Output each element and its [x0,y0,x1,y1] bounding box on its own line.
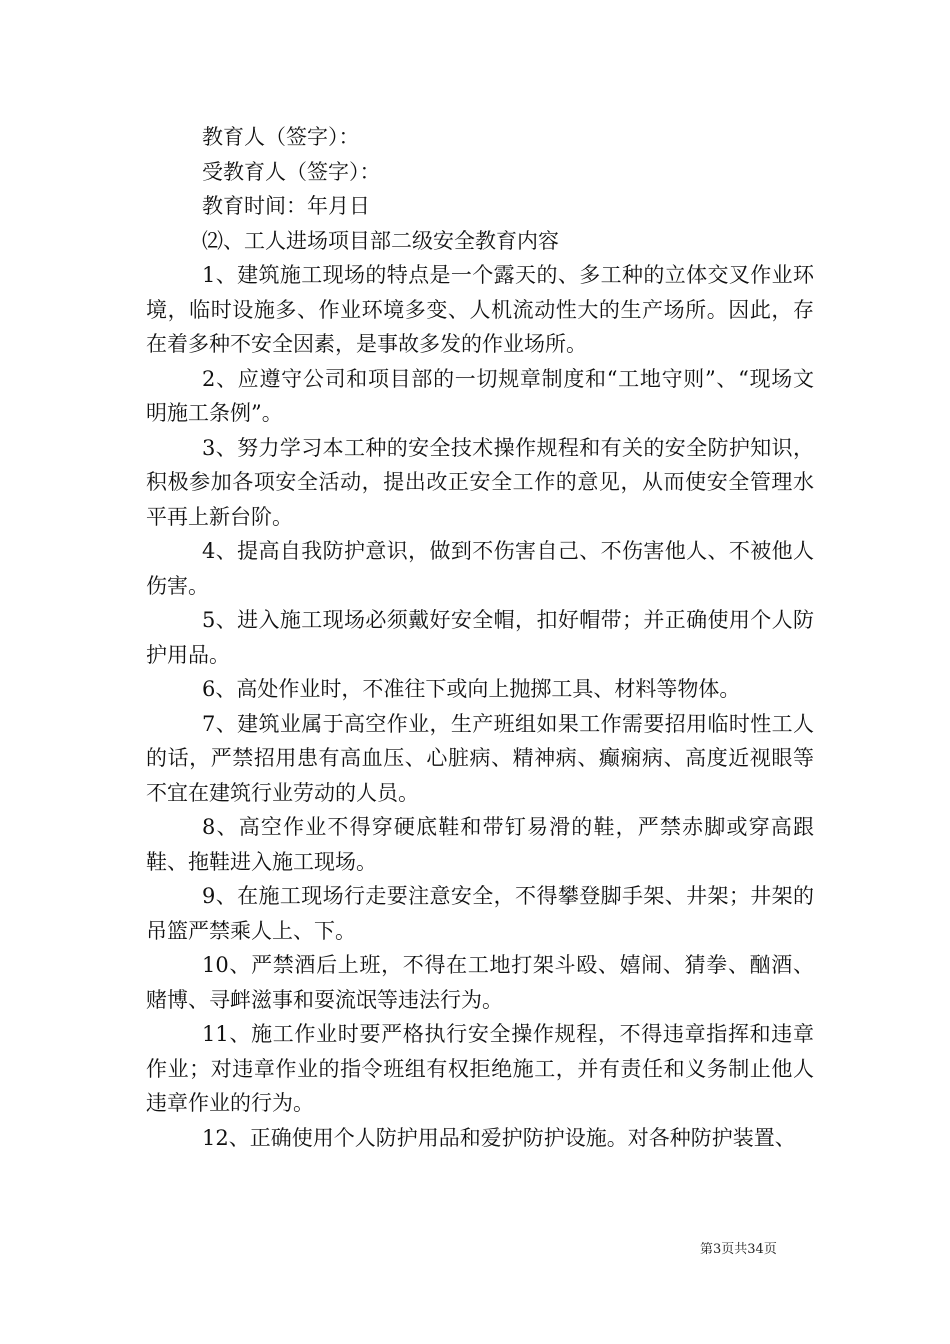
safety-item-10: 10、严禁酒后上班，不得在工地打架斗殴、嬉闹、猜拳、酗酒、赌博、寻衅滋事和耍流氓等违法行为。 [146,953,814,1012]
safety-item-4: 4、提高自我防护意识，做到不伤害自己、不伤害他人、不被他人伤害。 [146,539,814,598]
page-number: 第3页共34页 [700,1242,777,1257]
section-title: ⑵、工人进场项目部二级安全教育内容 [202,228,559,253]
safety-item-12: 12、正确使用个人防护用品和爱护防护设施。对各种防护装置、 [202,1125,796,1150]
safety-item-1: 1、建筑施工现场的特点是一个露天的、多工种的立体交叉作业环境，临时设施多、作业环境多变、人机流动性大的生产场所。因此，存在着多种不安全因素，是事故多发的作业场所。 [146,263,814,356]
safety-item-8: 8、高空作业不得穿硬底鞋和带钉易滑的鞋，严禁赤脚或穿高跟鞋、拖鞋进入施工现场。 [146,815,814,874]
educator-signature-line: 教育人（签字）： [202,125,360,149]
safety-item-9: 9、在施工现场行走要注意安全，不得攀登脚手架、井架；井架的吊篮严禁乘人上、下。 [146,884,814,943]
safety-item-2: 2、应遵守公司和项目部的一切规章制度和“工地守则”、“现场文明施工条例”。 [146,366,814,425]
educatee-signature-line: 受教育人（签字）： [202,159,381,184]
safety-item-6: 6、高处作业时，不准往下或向上抛掷工具、材料等物体。 [202,677,741,701]
page-content [146,120,814,1155]
safety-item-7: 7、建筑业属于高空作业，生产班组如果工作需要招用临时性工人的话，严禁招用患有高血压、心脏病、精神病、癫痫病、高度近视眼等不宜在建筑行业劳动的人员。 [146,711,814,805]
education-date-line: 教育时间：年月日 [202,194,370,218]
safety-item-11: 11、施工作业时要严格执行安全操作规程，不得违章指挥和违章作业；对违章作业的指令班组有权拒绝施工，并有责任和义务制止他人违章作业的行为。 [146,1022,814,1115]
safety-item-5: 5、进入施工现场必须戴好安全帽，扣好帽带；并正确使用个人防护用品。 [146,608,814,667]
safety-item-3: 3、努力学习本工种的安全技术操作规程和有关的安全防护知识，积极参加各项安全活动，提出改正安全工作的意见，从而使安全管理水平再上新台阶。 [146,435,814,529]
